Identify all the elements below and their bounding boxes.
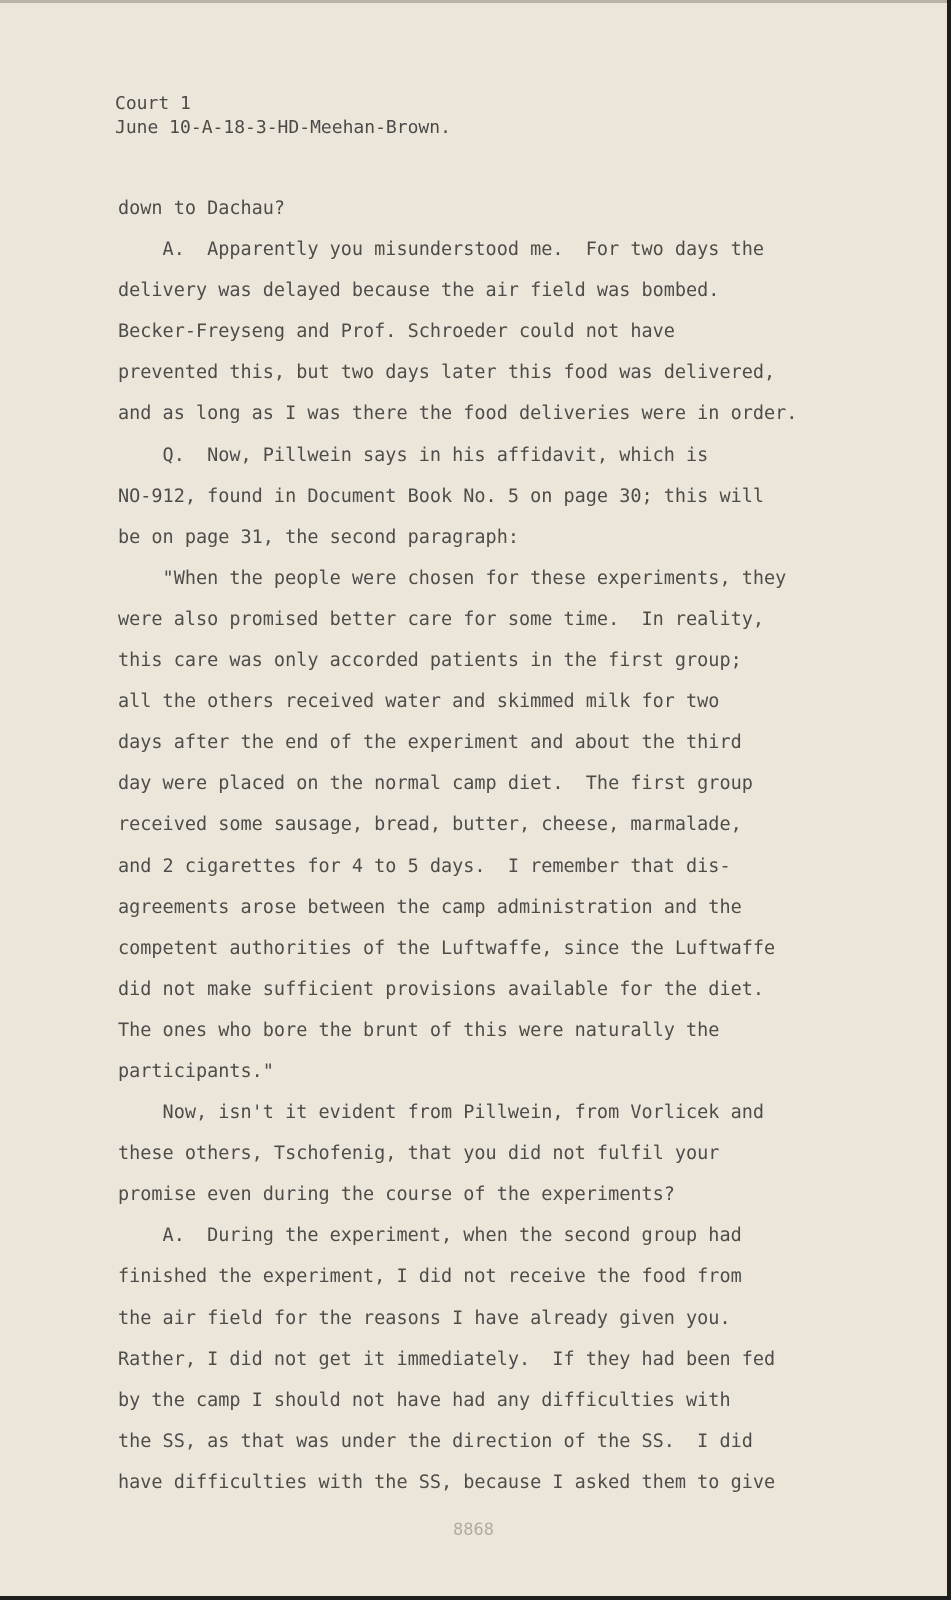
transcript-line: promise even during the course of the experiments?: [118, 1184, 675, 1206]
transcript-line: were also promised better care for some time. In reality,: [118, 608, 765, 630]
transcript-line: NO-912, found in Document Book No. 5 on page 30; this will: [118, 485, 765, 507]
transcript-line: Becker-Freyseng and Prof. Schroeder could not have: [118, 321, 675, 343]
session-reference: June 10-A-18-3-HD-Meehan-Brown.: [115, 117, 451, 138]
document-header: [115, 92, 451, 140]
court-label: Court 1: [115, 93, 191, 114]
top-edge-rule: [0, 0, 947, 3]
transcript-line: day were placed on the normal camp diet. The first group: [118, 773, 753, 795]
transcript-line: A. During the experiment, when the second group had: [118, 1225, 742, 1247]
transcript-line: this care was only accorded patients in the first group;: [118, 650, 742, 672]
transcript-line: prevented this, but two days later this food was delivered,: [118, 362, 776, 384]
transcript-line: down to Dachau?: [118, 198, 286, 219]
transcript-line: finished the experiment, I did not receive the food from: [118, 1266, 742, 1288]
transcript-line: and 2 cigarettes for 4 to 5 days. I remember that dis-: [118, 855, 731, 877]
transcript-line: and as long as I was there the food deliveries were in order.: [118, 403, 798, 425]
transcript-line: "When the people were chosen for these experiments, they: [118, 567, 787, 589]
transcript-line: these others, Tschofenig, that you did not fulfil your: [118, 1143, 720, 1165]
transcript-line: have difficulties with the SS, because I asked them to give: [118, 1471, 776, 1493]
transcript-line: Q. Now, Pillwein says in his affidavit, which is: [118, 444, 709, 466]
transcript-line: Rather, I did not get it immediately. If they had been fed: [118, 1348, 776, 1370]
transcript-body: [118, 188, 863, 1503]
transcript-line: A. Apparently you misunderstood me. For two days the: [118, 239, 765, 261]
transcript-line: competent authorities of the Luftwaffe, since the Luftwaffe: [118, 937, 776, 959]
page-number: 8868: [453, 1520, 494, 1540]
transcript-line: The ones who bore the brunt of this were naturally the: [118, 1019, 720, 1041]
transcript-line: participants.": [118, 1060, 274, 1082]
transcript-line: all the others received water and skimmed milk for two: [118, 691, 720, 713]
transcript-line: agreements arose between the camp administration and the: [118, 896, 742, 918]
transcript-line: be on page 31, the second paragraph:: [118, 526, 519, 548]
transcript-line: Now, isn't it evident from Pillwein, from Vorlicek and: [118, 1102, 765, 1124]
transcript-line: delivery was delayed because the air field was bombed.: [118, 280, 720, 302]
transcript-line: the SS, as that was under the direction of the SS. I did: [118, 1430, 753, 1452]
transcript-line: days after the end of the experiment and about the third: [118, 732, 742, 754]
transcript-line: by the camp I should not have had any difficulties with: [118, 1389, 731, 1411]
transcript-line: received some sausage, bread, butter, cheese, marmalade,: [118, 814, 742, 836]
transcript-line: did not make sufficient provisions available for the diet.: [118, 978, 765, 1000]
transcript-line: the air field for the reasons I have already given you.: [118, 1307, 731, 1329]
